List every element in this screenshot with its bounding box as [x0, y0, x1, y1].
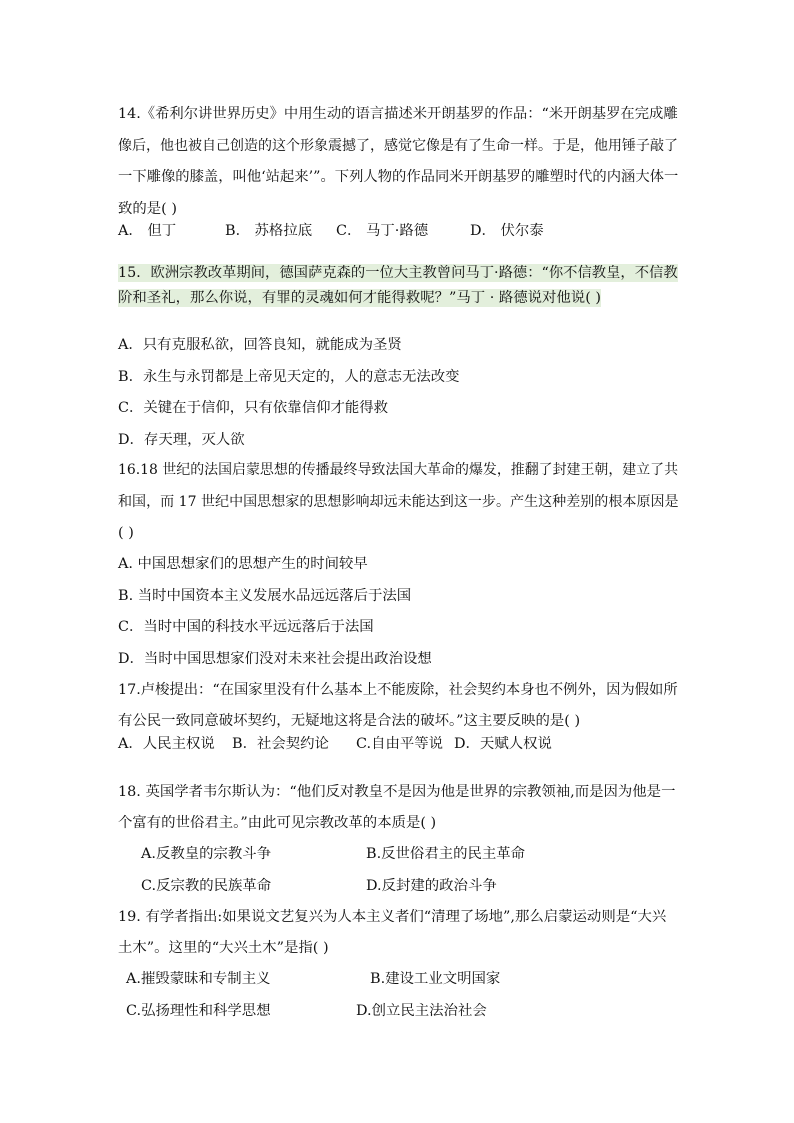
q14-option-a: A． 但丁	[118, 223, 177, 239]
q19-option-b: B.建设工业文明国家	[370, 971, 501, 987]
q14-line: 致的是( )	[118, 201, 177, 217]
q17-option-b: B．社会契约论	[232, 736, 329, 752]
q15-line: 阶和圣礼，那么你说，有罪的灵魂如何才能得救呢？”马丁 · 路德说对他说( )	[118, 290, 601, 306]
q15-option-c: C．关键在于信仰，只有依靠信仰才能得救	[118, 400, 389, 416]
q19-option-c: C.弘扬理性和科学思想	[126, 1003, 271, 1019]
q19-option-a: A.摧毁蒙昧和专制主义	[126, 971, 271, 987]
q14-option-c: C． 马丁·路德	[336, 223, 429, 239]
q16-option-b: B. 当时中国资本主义发展水品远远落后于法国	[118, 588, 412, 604]
q14-option-d: D． 伏尔泰	[470, 223, 544, 239]
q18-line: 个富有的世俗君主。”由此可见宗教改革的本质是( )	[118, 815, 437, 831]
q17-option-a: A．人民主权说	[118, 736, 215, 752]
q15-line: 15．欧洲宗教改革期间，德国萨克森的一位大主教曾问马丁·路德：“你不信教皇，不信教	[118, 265, 678, 281]
q14-option-b: B． 苏格拉底	[225, 223, 313, 239]
q19-option-d: D.创立民主法治社会	[356, 1003, 487, 1019]
q16-option-a: A. 中国思想家们的思想产生的时间较早	[118, 556, 368, 572]
q18-option-b: B.反世俗君主的民主革命	[366, 846, 526, 862]
q18-line: 18. 英国学者韦尔斯认为：“他们反对教皇不是因为他是世界的宗教领袖,而是因为他是一	[118, 784, 676, 800]
q16-line: 和国，而 17 世纪中国思想家的思想影响却远未能达到这一步。产生这种差别的根本原因是	[118, 494, 679, 510]
q19-line: 19. 有学者指出:如果说文艺复兴为人本主义者们“清理了场地”,那么启蒙运动则是“大兴	[118, 909, 667, 925]
q16-option-d: D．当时中国思想家们没对未来社会提出政治设想	[118, 651, 432, 667]
q17-option-d: D．天赋人权说	[454, 736, 552, 752]
q17-option-c: C.自由平等说	[356, 736, 444, 752]
q14-line: 一下雕像的膝盖，叫他‘站起来’”。下列人物的作品同米开朗基罗的雕塑时代的内涵大体一	[118, 169, 679, 185]
q18-option-d: D.反封建的政治斗争	[366, 878, 497, 894]
q15-option-a: A．只有克服私欲，回答良知，就能成为圣贤	[118, 337, 402, 353]
q14-line: 像后，他也被自己创造的这个形象震撼了，感觉它像是有了生命一样。于是，他用锤子敲了	[118, 138, 678, 154]
q16-option-c: C．当时中国的科技水平远远落后于法国	[118, 619, 374, 635]
q19-line: 土木”。这里的“大兴土木”是指( )	[118, 940, 329, 956]
q14-line: 14.《希利尔讲世界历史》中用生动的语言描述米开朗基罗的作品：“米开朗基罗在完成雕	[118, 106, 678, 122]
q18-option-c: C.反宗教的民族革命	[141, 878, 272, 894]
q15-option-d: D．存天理，灭人欲	[118, 432, 245, 448]
q17-line: 17.卢梭提出：“在国家里没有什么基本上不能废除，社会契约本身也不例外，因为假如所	[118, 682, 678, 698]
q16-line: ( )	[118, 525, 134, 541]
q18-option-a: A.反教皇的宗教斗争	[141, 846, 272, 862]
q15-option-b: B．永生与永罚都是上帝见天定的，人的意志无法改变	[118, 369, 460, 385]
q16-line: 16.18 世纪的法国启蒙思想的传播最终导致法国大革命的爆发，推翻了封建王朝，建立了共	[118, 462, 679, 478]
q17-line: 有公民一致同意破坏契约，无疑地这将是合法的破坏。”这主要反映的是( )	[118, 713, 581, 729]
